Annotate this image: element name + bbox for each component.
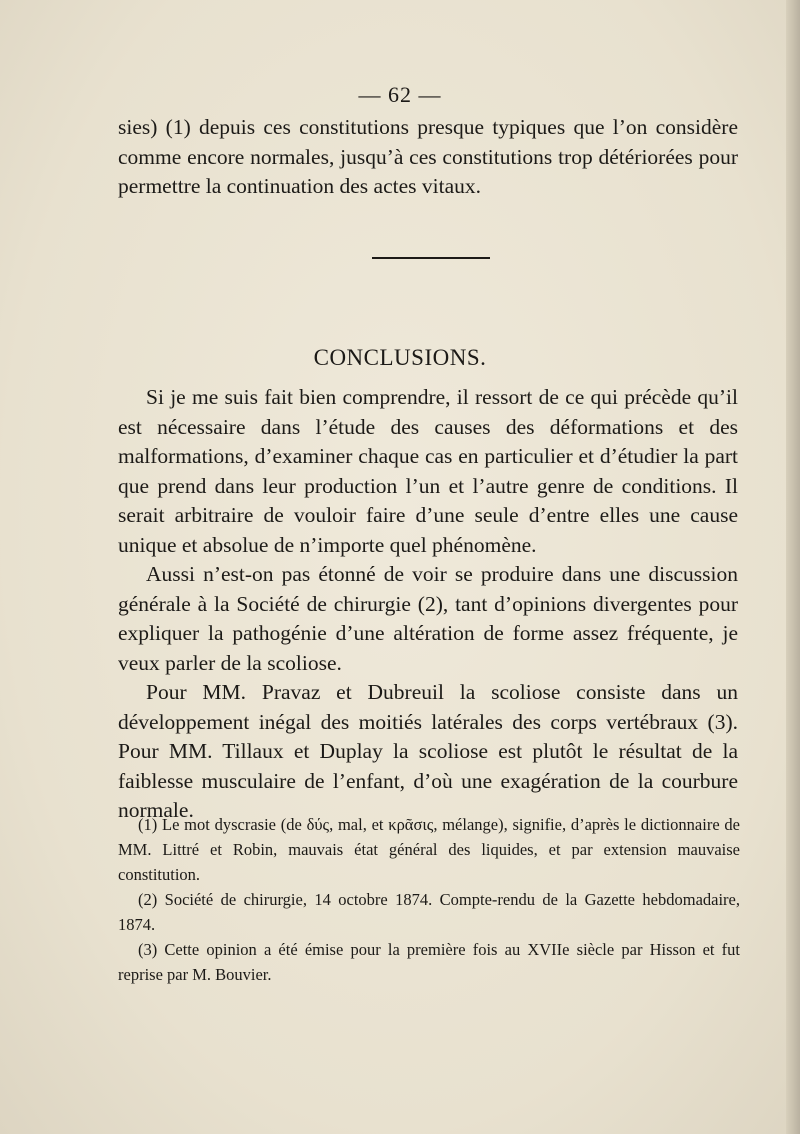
section-divider: [372, 257, 490, 259]
section-heading: CONCLUSIONS.: [313, 345, 487, 371]
page-edge-shadow: [786, 0, 800, 1134]
footnote-3: (3) Cette opinion a été émise pour la première fois au XVIIe siècle par Hisson et fut reprise par M. Bouvier.: [118, 940, 740, 984]
footnote-2: (2) Société de chirurgie, 14 octobre 1874. Compte-rendu de la Gazette hebdomadaire, 1874.: [118, 890, 740, 934]
paragraph-2: Aussi n’est-on pas étonné de voir se produire dans une discussion générale à la Société de chirurgie (2), tant d’opinions divergentes pour expliquer la pathogénie d’une altération de forme assez fréquente, je veux parler de la scoliose.: [118, 562, 738, 675]
footnote-1: (1) Le mot dyscrasie (de δύς, mal, et κρᾶσις, mélange), signifie, d’après le dictionnaire de MM. Littré et Robin, mauvais état général des liquides, et par extension mauvaise constitution.: [118, 815, 740, 884]
conclusions-body: [118, 383, 738, 826]
page-number: — 62 —: [358, 82, 442, 107]
paragraph-1: Si je me suis fait bien comprendre, il ressort de ce qui précède qu’il est nécessaire dans l’étude des causes des déformations et des malformations, d’examiner chaque cas en particulier et d’étudier la part que prend dans leur production l’un et l’autre genre de conditions. Il serait arbitraire de vouloir faire d’une seule d’entre elles une cause unique et absolue de n’importe quel phénomène.: [118, 385, 738, 557]
footnotes: [118, 812, 740, 987]
paragraph-3: Pour MM. Pravaz et Dubreuil la scoliose consiste dans un développement inégal des moitiés latérales des corps vertébraux (3). Pour MM. Tillaux et Duplay la scoliose est plutôt le résultat de la faiblesse musculaire de l’enfant, d’où une exagération de la courbure normale.: [118, 680, 738, 822]
intro-text: sies) (1) depuis ces constitutions presque typiques que l’on considère comme encore normales, jusqu’à ces constitutions trop détériorées pour permettre la continuation des actes vitaux.: [118, 115, 738, 198]
intro-paragraph: [118, 113, 738, 202]
